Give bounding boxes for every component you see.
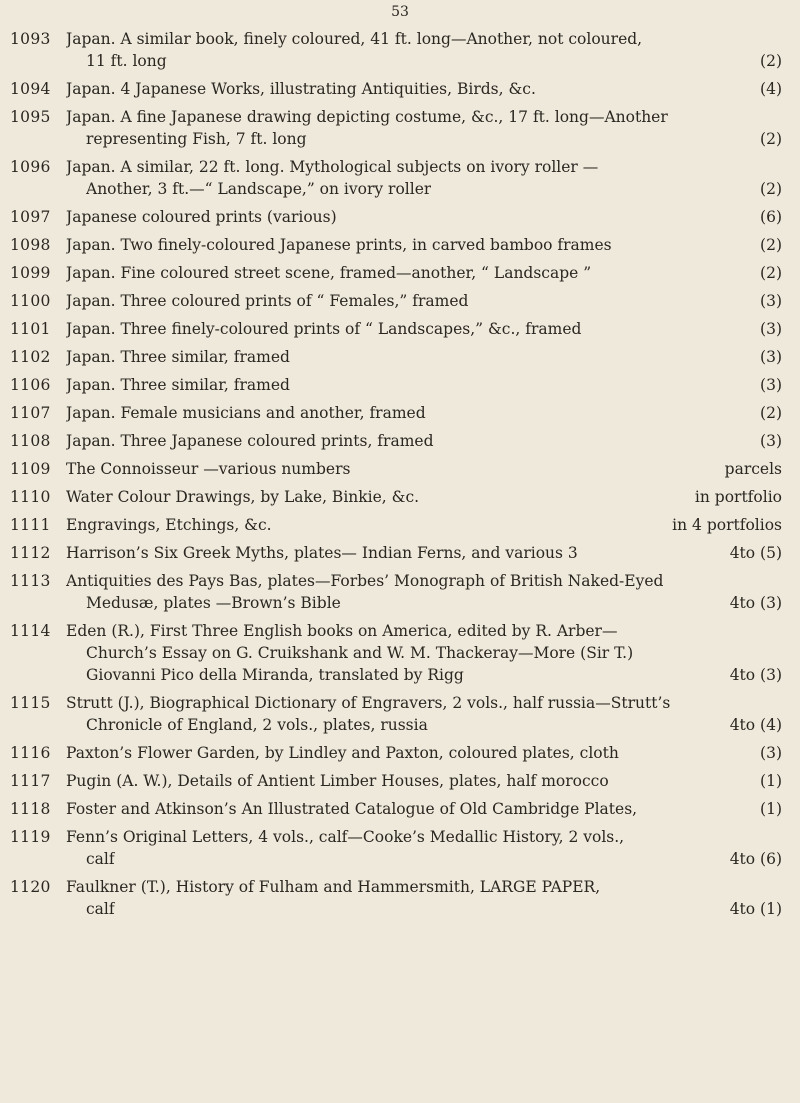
description-line: [66, 318, 782, 340]
lot-description: [66, 290, 782, 312]
lot-quantity: [772, 570, 782, 592]
lot-description: [66, 570, 782, 614]
lot-quantity: (4): [760, 80, 782, 98]
description-line: [66, 128, 782, 150]
description-line: [66, 620, 782, 642]
line-text: Japan. Three coloured prints of “ Females,” framed: [66, 292, 469, 310]
description-line: [66, 692, 782, 714]
lot-description: [66, 374, 782, 396]
description-line: [66, 542, 782, 564]
lot-number: 1118: [10, 800, 51, 818]
lot-quantity: (3): [760, 320, 782, 338]
line-text: representing Fish, 7 ft. long: [86, 130, 307, 148]
description-line: [66, 346, 782, 368]
lot-number: 1117: [10, 772, 51, 790]
lot-number: 1094: [10, 80, 51, 98]
lot-quantity: (3): [760, 348, 782, 366]
lot-quantity: 4to (5): [729, 544, 782, 562]
lot-quantity: in portfolio: [694, 488, 782, 506]
line-text: Harrison’s Six Greek Myths, plates— Indian Ferns, and various 3: [66, 544, 578, 562]
description-line: [66, 714, 782, 736]
description-line: [66, 458, 782, 480]
lot-entry: [0, 290, 800, 312]
description-line: [66, 28, 782, 50]
line-text: Japan. Three similar, framed: [66, 348, 290, 366]
lot-number: 1113: [10, 572, 51, 590]
lot-number: 1109: [10, 460, 51, 478]
lot-entry: [0, 156, 800, 200]
lot-entry: [0, 542, 800, 564]
lot-entry: [0, 28, 800, 72]
lot-quantity: [772, 156, 782, 178]
lot-quantity: [772, 876, 782, 898]
lot-entry: [0, 826, 800, 870]
lot-quantity: (3): [760, 744, 782, 762]
lot-quantity: [772, 826, 782, 848]
lot-entry: [0, 106, 800, 150]
line-text: Japan. 4 Japanese Works, illustrating Antiquities, Birds, &c.: [66, 80, 536, 98]
line-text: calf: [86, 900, 115, 918]
description-line: [66, 402, 782, 424]
lot-description: [66, 876, 782, 920]
lot-description: [66, 402, 782, 424]
lot-description: [66, 458, 782, 480]
line-text: Giovanni Pico della Miranda, translated by Rigg: [86, 666, 464, 684]
lot-number: 1093: [10, 30, 51, 48]
line-text: Paxton’s Flower Garden, by Lindley and Paxton, coloured plates, cloth: [66, 744, 619, 762]
lot-entry: [0, 570, 800, 614]
line-text: Fenn’s Original Letters, 4 vols., calf—Cooke’s Medallic History, 2 vols.,: [66, 828, 625, 846]
lot-description: [66, 106, 782, 150]
lot-quantity: (2): [760, 130, 782, 148]
lot-quantity: 4to (1): [729, 900, 782, 918]
lot-number: 1102: [10, 348, 51, 366]
page-number: 53: [391, 4, 409, 20]
description-line: [66, 514, 782, 536]
lot-entry: [0, 798, 800, 820]
lot-description: [66, 234, 782, 256]
lot-number: 1099: [10, 264, 51, 282]
lot-number: 1111: [10, 516, 51, 534]
lot-description: [66, 28, 782, 72]
description-line: [66, 848, 782, 870]
lot-quantity: (3): [760, 292, 782, 310]
line-text: Japan. Female musicians and another, framed: [66, 404, 426, 422]
lot-entry: [0, 742, 800, 764]
line-text: Eden (R.), First Three English books on America, edited by R. Arber—: [66, 622, 618, 640]
lot-quantity: [772, 642, 782, 664]
lot-description: [66, 318, 782, 340]
line-text: Faulkner (T.), History of Fulham and Hammersmith, LARGE PAPER,: [66, 878, 601, 896]
lot-quantity: in 4 portfolios: [672, 516, 782, 534]
lot-description: [66, 514, 782, 536]
description-line: [66, 592, 782, 614]
lot-entry: [0, 876, 800, 920]
lot-entry: [0, 430, 800, 452]
lot-number: 1095: [10, 108, 51, 126]
lot-quantity: [772, 692, 782, 714]
description-line: [66, 570, 782, 592]
lot-number: 1115: [10, 694, 51, 712]
lot-quantity: (2): [760, 236, 782, 254]
lot-description: [66, 770, 782, 792]
line-text: Strutt (J.), Biographical Dictionary of Engravers, 2 vols., half russia—Strutt’s: [66, 694, 671, 712]
description-line: [66, 50, 782, 72]
lot-description: [66, 206, 782, 228]
lot-quantity: (3): [760, 376, 782, 394]
line-text: Another, 3 ft.—“ Landscape,” on ivory roller: [86, 180, 432, 198]
lot-entry: [0, 374, 800, 396]
lot-quantity: 4to (3): [729, 666, 782, 684]
lot-entry: [0, 692, 800, 736]
lot-quantity: (2): [760, 180, 782, 198]
line-text: calf: [86, 850, 115, 868]
line-text: Japan. Three Japanese coloured prints, framed: [66, 432, 434, 450]
line-text: Japan. A similar, 22 ft. long. Mythological subjects on ivory roller —: [66, 158, 599, 176]
line-text: Antiquities des Pays Bas, plates—Forbes’ Monograph of British Naked-Eyed: [66, 572, 664, 590]
line-text: Japan. Two finely-coloured Japanese prints, in carved bamboo frames: [66, 236, 612, 254]
description-line: [66, 78, 782, 100]
lot-quantity: (2): [760, 264, 782, 282]
lot-entry: [0, 346, 800, 368]
line-text: Japan. Three similar, framed: [66, 376, 290, 394]
lot-entry: [0, 458, 800, 480]
description-line: [66, 664, 782, 686]
description-line: [66, 826, 782, 848]
lot-quantity: 4to (6): [729, 850, 782, 868]
lot-description: [66, 78, 782, 100]
description-line: [66, 262, 782, 284]
description-line: [66, 486, 782, 508]
lot-quantity: (2): [760, 404, 782, 422]
lot-entry: [0, 620, 800, 686]
lot-description: [66, 156, 782, 200]
line-text: Church’s Essay on G. Cruikshank and W. M. Thackeray—More (Sir T.): [86, 644, 634, 662]
lot-description: [66, 798, 782, 820]
lot-entry: [0, 770, 800, 792]
line-text: Pugin (A. W.), Details of Antient Limber Houses, plates, half morocco: [66, 772, 609, 790]
lot-quantity: (2): [760, 52, 782, 70]
line-text: Foster and Atkinson’s An Illustrated Catalogue of Old Cambridge Plates,: [66, 800, 638, 818]
line-text: Japan. A fine Japanese drawing depicting costume, &c., 17 ft. long—Another: [66, 108, 668, 126]
lot-number: 1106: [10, 376, 51, 394]
lot-description: [66, 826, 782, 870]
line-text: Water Colour Drawings, by Lake, Binkie, &c.: [66, 488, 420, 506]
lot-number: 1096: [10, 158, 51, 176]
lot-description: [66, 692, 782, 736]
lot-number: 1119: [10, 828, 51, 846]
lot-quantity: [772, 620, 782, 642]
lot-quantity: 4to (3): [729, 594, 782, 612]
description-line: [66, 106, 782, 128]
description-line: [66, 798, 782, 820]
lot-description: [66, 486, 782, 508]
lot-number: 1114: [10, 622, 51, 640]
lot-entry: [0, 402, 800, 424]
lot-quantity: [772, 28, 782, 50]
description-line: [66, 898, 782, 920]
lot-entry: [0, 234, 800, 256]
catalogue-list: [0, 28, 800, 926]
lot-number: 1098: [10, 236, 51, 254]
line-text: Japan. A similar book, finely coloured, 41 ft. long—Another, not coloured,: [66, 30, 643, 48]
lot-description: [66, 430, 782, 452]
description-line: [66, 234, 782, 256]
description-line: [66, 178, 782, 200]
lot-number: 1116: [10, 744, 51, 762]
lot-entry: [0, 486, 800, 508]
lot-description: [66, 262, 782, 284]
description-line: [66, 206, 782, 228]
lot-entry: [0, 318, 800, 340]
description-line: [66, 374, 782, 396]
lot-number: 1097: [10, 208, 51, 226]
lot-description: [66, 346, 782, 368]
lot-entry: [0, 78, 800, 100]
lot-quantity: (3): [760, 432, 782, 450]
line-text: The Connoisseur —various numbers: [66, 460, 351, 478]
line-text: Medusæ, plates —Brown’s Bible: [86, 594, 341, 612]
lot-quantity: (6): [760, 208, 782, 226]
lot-entry: [0, 206, 800, 228]
description-line: [66, 642, 782, 664]
lot-number: 1110: [10, 488, 51, 506]
lot-number: 1108: [10, 432, 51, 450]
lot-entry: [0, 262, 800, 284]
lot-quantity: 4to (4): [729, 716, 782, 734]
lot-number: 1112: [10, 544, 51, 562]
line-text: Japan. Three finely-coloured prints of “ Landscapes,” &c., framed: [66, 320, 582, 338]
lot-quantity: [772, 106, 782, 128]
lot-description: [66, 542, 782, 564]
description-line: [66, 876, 782, 898]
description-line: [66, 156, 782, 178]
lot-entry: [0, 514, 800, 536]
description-line: [66, 430, 782, 452]
description-line: [66, 742, 782, 764]
line-text: Japan. Fine coloured street scene, framed—another, “ Landscape ”: [66, 264, 592, 282]
description-line: [66, 290, 782, 312]
lot-quantity: (1): [760, 800, 782, 818]
lot-number: 1120: [10, 878, 51, 896]
lot-number: 1100: [10, 292, 51, 310]
lot-number: 1101: [10, 320, 51, 338]
line-text: Engravings, Etchings, &c.: [66, 516, 272, 534]
lot-description: [66, 620, 782, 686]
lot-description: [66, 742, 782, 764]
description-line: [66, 770, 782, 792]
line-text: Japanese coloured prints (various): [66, 208, 337, 226]
line-text: Chronicle of England, 2 vols., plates, russia: [86, 716, 428, 734]
lot-quantity: parcels: [724, 460, 782, 478]
line-text: 11 ft. long: [86, 52, 167, 70]
lot-quantity: (1): [760, 772, 782, 790]
lot-number: 1107: [10, 404, 51, 422]
